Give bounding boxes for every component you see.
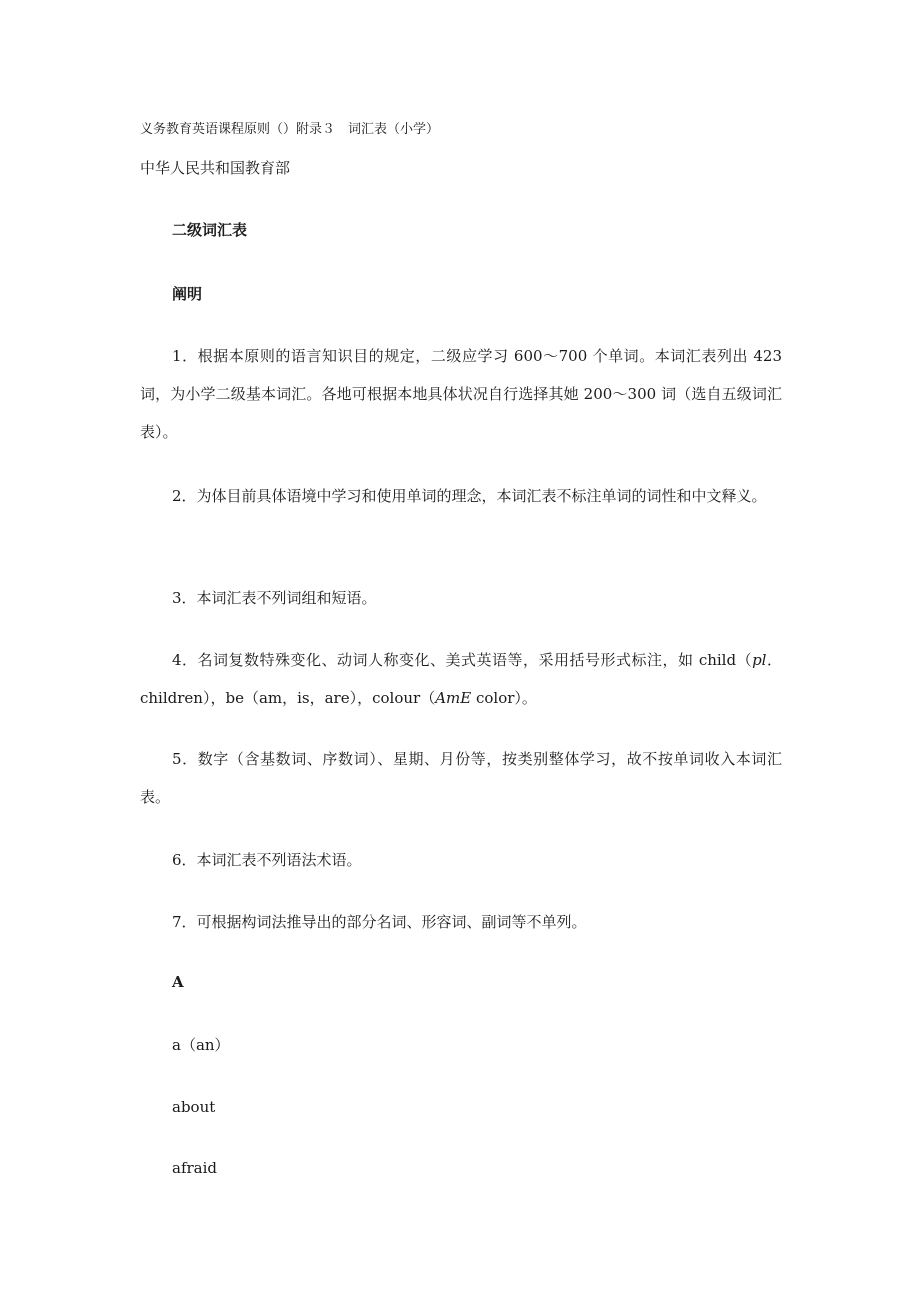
vocab-word: about [172, 1098, 216, 1116]
note-3: 3．本词汇表不列词组和短语。 [172, 589, 377, 607]
note-6: 6．本词汇表不列语法术语。 [172, 851, 362, 869]
vocab-word: afraid [172, 1159, 218, 1177]
note-4-text-c: color）。 [471, 689, 537, 707]
note-4-text-a: 4．名词复数特殊变化、动词人称变化、美式英语等，采用括号形式标注，如 child（ [172, 651, 753, 669]
organization-name: 中华人民共和国教育部 [140, 159, 291, 177]
document-header: 义务教育英语课程原则（）附录３ 词汇表（小学） [140, 122, 440, 137]
note-7: 7．可根据构词法推导出的部分名词、形容词、副词等不单列。 [172, 913, 587, 931]
note-4 [140, 641, 782, 717]
note-4-abbrev-pl: pl [752, 651, 767, 669]
note-1: 1．根据本原则的语言知识目的规定，二级应学习 600～700 个单词。本词汇表列出 423 词，为小学二级基本词汇。各地可根据本地具体状况自行选择其她 200～300 词（选自五级词汇表）。 [140, 347, 782, 441]
notes-title: 阐明 [172, 285, 203, 303]
note-4-text-b: ．children），be（am，is，are），colour（ [140, 651, 782, 707]
note-4-abbrev-ame: AmE [435, 689, 472, 707]
vocab-letter-heading: A [172, 973, 184, 991]
vocab-word: a（an） [172, 1036, 230, 1054]
section-title: 二级词汇表 [172, 221, 248, 239]
note-2: 2．为体目前具体语境中学习和使用单词的理念，本词汇表不标注单词的词性和中文释义。 [172, 487, 767, 505]
note-5: 5．数字（含基数词、序数词）、星期、月份等，按类别整体学习，故不按单词收入本词汇表。 [140, 750, 782, 806]
